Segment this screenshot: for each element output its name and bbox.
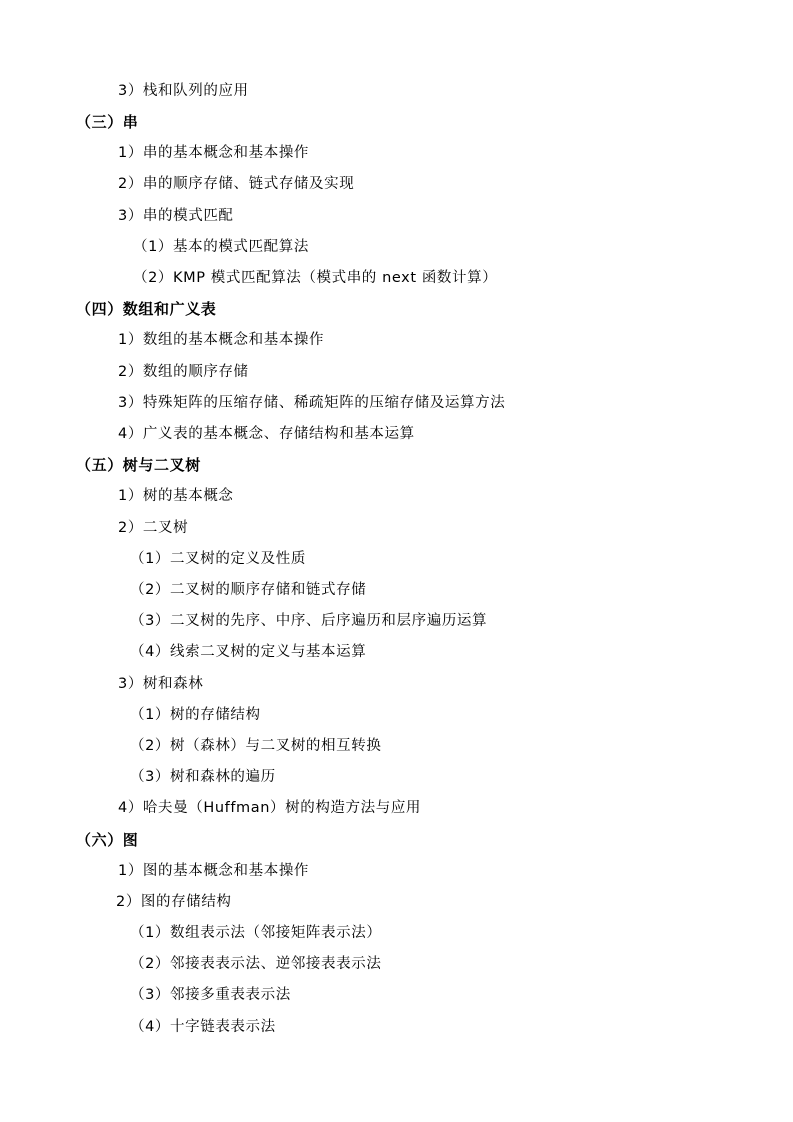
- item-generalized-list: 4）广义表的基本概念、存储结构和基本运算: [118, 426, 415, 442]
- subitem-adjacency-list: （2）邻接表表示法、逆邻接表表示法: [130, 956, 382, 972]
- section-heading-string: （三）串: [76, 113, 139, 131]
- item-huffman-tree: 4）哈夫曼（Huffman）树的构造方法与应用: [118, 800, 422, 816]
- subitem-basic-matching: （1）基本的模式匹配算法: [133, 239, 309, 255]
- item-graph-basics: 1）图的基本概念和基本操作: [118, 863, 310, 879]
- subitem-kmp-matching: （2）KMP 模式匹配算法（模式串的 next 函数计算）: [133, 270, 498, 286]
- item-stack-queue-application: 3）栈和队列的应用: [118, 83, 249, 99]
- subitem-adjacency-multilist: （3）邻接多重表表示法: [130, 987, 291, 1003]
- item-string-pattern-matching: 3）串的模式匹配: [118, 208, 234, 224]
- item-array-sequential-storage: 2）数组的顺序存储: [118, 364, 249, 380]
- subitem-binary-tree-definition: （1）二叉树的定义及性质: [130, 551, 306, 567]
- subitem-adjacency-matrix: （1）数组表示法（邻接矩阵表示法）: [130, 925, 382, 941]
- subitem-tree-conversion: （2）树（森林）与二叉树的相互转换: [130, 738, 382, 754]
- subitem-forest-traversal: （3）树和森林的遍历: [130, 769, 276, 785]
- subitem-threaded-binary-tree: （4）线索二叉树的定义与基本运算: [130, 644, 367, 660]
- subitem-tree-storage: （1）树的存储结构: [130, 707, 261, 723]
- item-tree-basics: 1）树的基本概念: [118, 488, 234, 504]
- item-tree-forest: 3）树和森林: [118, 676, 204, 692]
- subitem-binary-tree-storage: （2）二叉树的顺序存储和链式存储: [130, 582, 367, 598]
- item-string-storage: 2）串的顺序存储、链式存储及实现: [118, 176, 355, 192]
- subitem-binary-tree-traversal: （3）二叉树的先序、中序、后序遍历和层序遍历运算: [130, 613, 488, 629]
- section-heading-graph: （六）图: [76, 831, 139, 849]
- item-matrix-compression: 3）特殊矩阵的压缩存储、稀疏矩阵的压缩存储及运算方法: [118, 395, 506, 411]
- section-heading-trees: （五）树与二叉树: [76, 456, 201, 474]
- item-array-basics: 1）数组的基本概念和基本操作: [118, 332, 325, 348]
- item-binary-tree: 2）二叉树: [118, 520, 189, 536]
- item-string-basics: 1）串的基本概念和基本操作: [118, 145, 310, 161]
- subitem-orthogonal-list: （4）十字链表表示法: [130, 1019, 276, 1035]
- section-heading-arrays: （四）数组和广义表: [76, 300, 217, 318]
- item-graph-storage: 2）图的存储结构: [116, 894, 232, 910]
